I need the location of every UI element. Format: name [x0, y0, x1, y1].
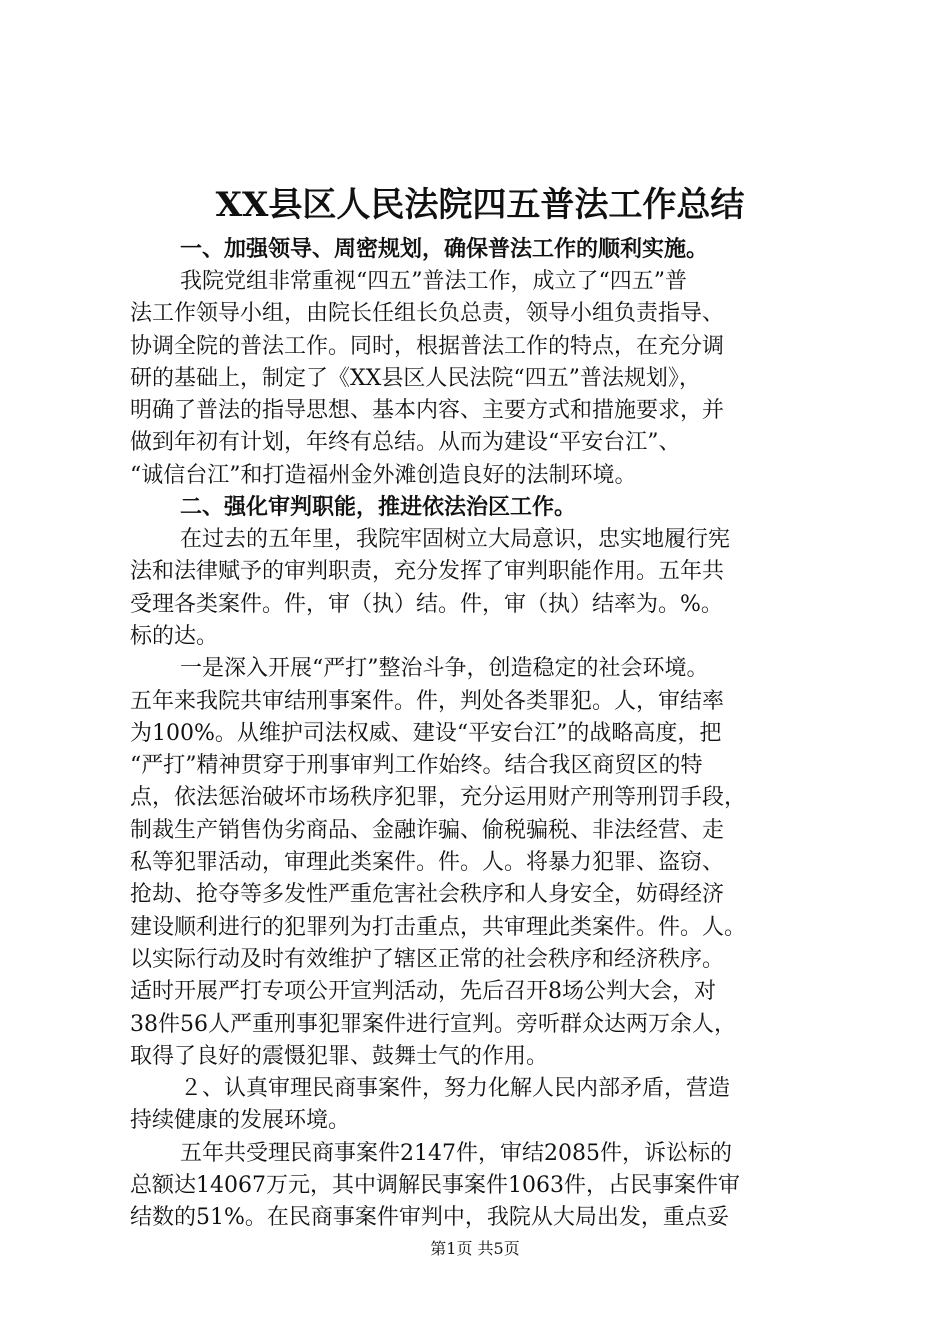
paragraph-line: 建设顺利进行的犯罪列为打击重点，共审理此类案件。件。人。 — [130, 914, 747, 940]
page-footer: 第1页 共5页 — [430, 1239, 520, 1258]
paragraph-line: 五年来我院共审结刑事案件。件，判处各类罪犯。人，审结率 — [130, 688, 725, 714]
paragraph-line: 标的达。 — [130, 623, 219, 649]
paragraph-line: 持续健康的发展环境。 — [130, 1108, 351, 1134]
paragraph-line: 受理各类案件。件，审（执）结。件，审（执）结率为。%。 — [130, 591, 723, 617]
section-heading-2: 二、强化审判职能，推进依法治区工作。 — [180, 495, 577, 521]
paragraph-1 — [130, 266, 830, 492]
paragraph-line: 制裁生产销售伪劣商品、金融诈骗、偷税骗税、非法经营、走 — [130, 817, 725, 843]
paragraph-line: 适时开展严打专项公开宣判活动，先后召开8场公判大会，对 — [130, 979, 716, 1005]
paragraph-line: “诚信台江”和打造福州金外滩创造良好的法制环境。 — [130, 462, 637, 488]
paragraph-line: 在过去的五年里，我院牢固树立大局意识，忠实地履行宪 — [180, 527, 731, 553]
paragraph-5 — [130, 1138, 830, 1235]
paragraph-line: 私等犯罪活动，审理此类案件。件。人。将暴力犯罪、盗窃、 — [130, 850, 725, 876]
paragraph-line: 一是深入开展“严打”整治斗争，创造稳定的社会环境。 — [180, 656, 709, 682]
paragraph-line: 做到年初有计划，年终有总结。从而为建设“平安台江”、 — [130, 430, 681, 456]
paragraph-line: 取得了良好的震慑犯罪、鼓舞士气的作用。 — [130, 1043, 549, 1069]
paragraph-line: 法工作领导小组，由院长任组长负总责，领导小组负责指导、 — [130, 301, 725, 327]
paragraph-line: 为100%。从维护司法权威、建设“平安台江”的战略高度，把 — [130, 720, 722, 746]
paragraph-line: 抢劫、抢夺等多发性严重危害社会秩序和人身安全，妨碍经济 — [130, 882, 725, 908]
section-heading-1: 一、加强领导、周密规划，确保普法工作的顺利实施。 — [180, 237, 709, 262]
document-body — [130, 182, 830, 1235]
paragraph-4 — [130, 1073, 830, 1138]
paragraph-line: 结数的51%。在民商事案件审判中，我院从大局出发，重点妥 — [130, 1205, 729, 1231]
paragraph-line: 研的基础上，制定了《XX县区人民法院“四五”普法规划》， — [130, 365, 701, 391]
paragraph-line: ２、认真审理民商事案件，努力化解人民内部矛盾，营造 — [180, 1076, 731, 1102]
paragraph-3 — [130, 653, 830, 1073]
paragraph-line: 我院党组非常重视“四五”普法工作，成立了“四五”普 — [180, 269, 687, 294]
paragraph-line: “严打”精神贯穿于刑事审判工作始终。结合我区商贸区的特 — [130, 753, 703, 779]
paragraph-line: 协调全院的普法工作。同时，根据普法工作的特点，在充分调 — [130, 333, 725, 359]
paragraph-line: 以实际行动及时有效维护了辖区正常的社会秩序和经济秩序。 — [130, 946, 725, 972]
paragraph-line: 38件56人严重刑事犯罪案件进行宣判。旁听群众达两万余人， — [130, 1011, 736, 1037]
paragraph-2 — [130, 524, 830, 653]
paragraph-line: 五年共受理民商事案件2147件，审结2085件，诉讼标的 — [180, 1140, 732, 1166]
paragraph-line: 法和法律赋予的审判职责，充分发挥了审判职能作用。五年共 — [130, 559, 725, 585]
paragraph-line: 总额达14067万元，其中调解民事案件1063件，占民事案件审 — [130, 1173, 740, 1199]
document-title: XX县区人民法院四五普法工作总结 — [215, 185, 745, 225]
paragraph-line: 点，依法惩治破坏市场秩序犯罪，充分运用财产刑等刑罚手段， — [130, 785, 747, 811]
paragraph-line: 明确了普法的指导思想、基本内容、主要方式和措施要求，并 — [130, 398, 725, 424]
